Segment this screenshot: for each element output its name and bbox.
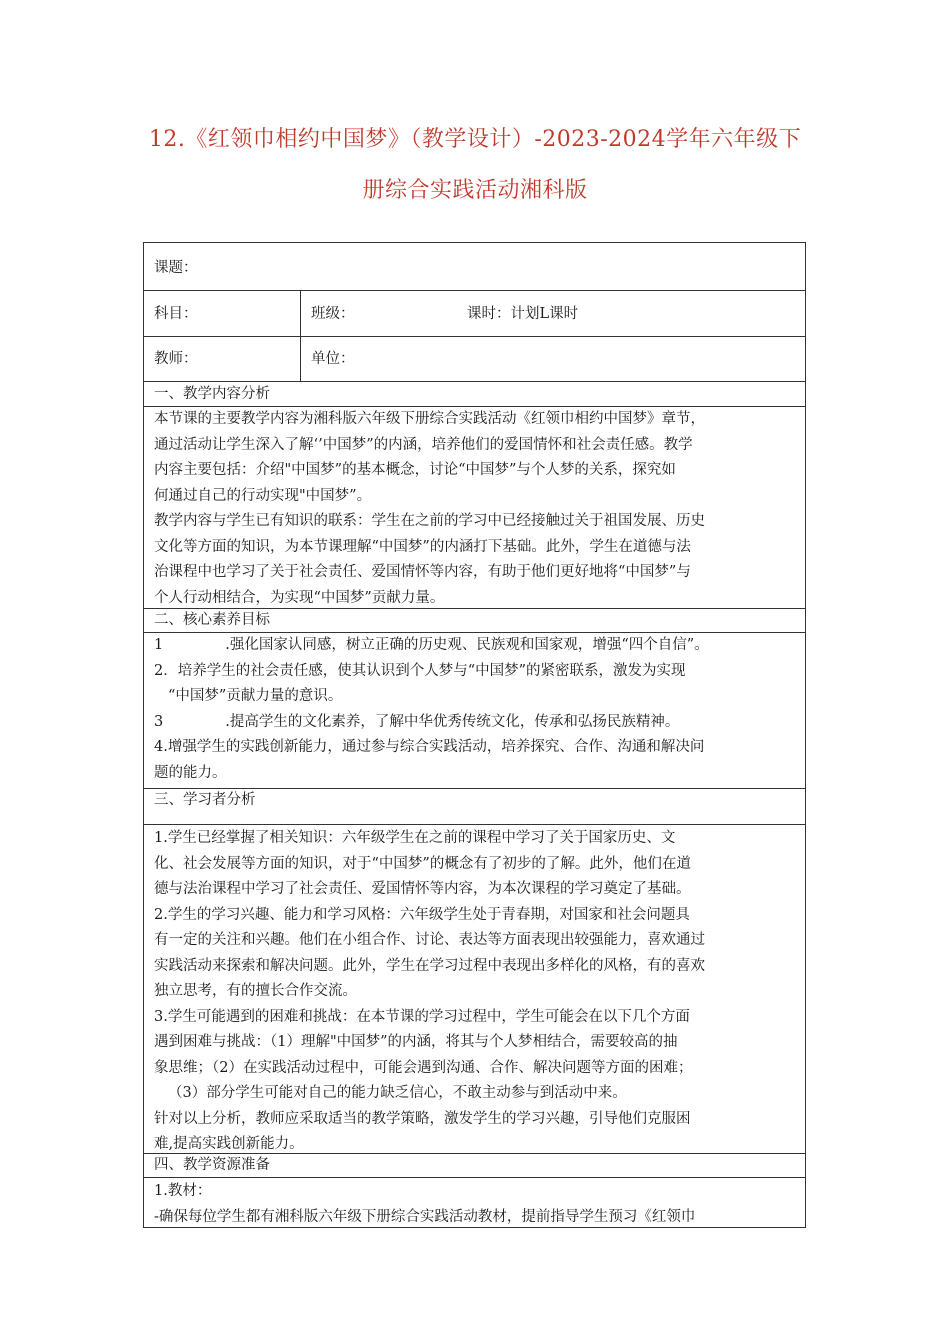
section3-line: 化、社会发展等方面的知识，对于“中国梦”的概念有了初步的了解。此外，他们在道 <box>154 855 691 872</box>
section3-line: 遇到困难与挑战：（1）理解"中国梦”的内涵，将其与个人梦相结合，需要较高的抽 <box>154 1034 678 1050</box>
section1-line: 何通过自己的行动实现"中国梦”。 <box>154 487 372 504</box>
section3-line: 象思维；（2）在实践活动过程中，可能会遇到沟通、合作、解决问题等方面的困难； <box>154 1059 693 1076</box>
goal-item: 题的能力。 <box>154 764 227 781</box>
goal-item: 2．培养学生的社会责任感，使其认识到个人梦与“中国梦”的紧密联系，激发为实现 <box>154 662 686 679</box>
row-divider <box>144 824 805 825</box>
section3-line: 针对以上分析，教师应采取适当的教学策略，激发学生的学习兴趣，引导他们克服困 <box>154 1110 691 1127</box>
class-label: 班级： <box>311 306 355 322</box>
section4-line: -确保每位学生都有湘科版六年级下册综合实践活动教材，提前指导学生预习《红领巾 <box>154 1208 696 1225</box>
course-label: 科目： <box>154 306 198 322</box>
section1-body <box>154 407 794 611</box>
document-title-line1: 12.《红领巾相约中国梦》（教学设计）-2023-2024学年六年级下 <box>148 127 802 152</box>
section3-line: 独立思考，有的擅长合作交流。 <box>154 983 357 999</box>
section3-line: 有一定的关注和兴趣。他们在小组合作、讨论、表达等方面表现出较强能力，喜欢通过 <box>154 932 705 948</box>
row-divider <box>144 290 805 291</box>
section1-line: 本节课的主要教学内容为湘科版六年级下册综合实践活动《红领巾相约中国梦》章节， <box>154 411 705 427</box>
section4-line: 1.教材： <box>154 1183 212 1199</box>
row-divider <box>144 788 805 789</box>
section3-line: 德与法治课程中学习了社会责任、爱国情怀等内容，为本次课程的学习奠定了基础。 <box>154 881 691 897</box>
row-divider <box>144 336 805 337</box>
section3-line: （3）部分学生可能对自己的能力缺乏信心，不敢主动参与到活动中来。 <box>168 1085 627 1101</box>
section3-heading: 三、学习者分析 <box>154 792 256 808</box>
section1-line: 内容主要包括：介绍"中国梦”的基本概念，讨论“中国梦”与个人梦的关系，探究如 <box>154 462 676 478</box>
goal-number: 1 <box>154 637 164 653</box>
section4-heading: 四、教学资源准备 <box>154 1157 270 1173</box>
section3-line: 实践活动来探索和解决问题。此外，学生在学习过程中表现出多样化的风格，有的喜欢 <box>154 957 705 974</box>
section1-line: 个人行动相结合，为实现“中国梦”贡献力量。 <box>154 589 445 606</box>
section3-line: 1.学生已经掌握了相关知识：六年级学生在之前的课程中学习了关于国家历史、文 <box>154 830 676 846</box>
section3-line: 2.学生的学习兴趣、能力和学习风格：六年级学生处于青春期，对国家和社会问题具 <box>154 906 690 923</box>
hours-label: 课时：计划L课时 <box>467 306 579 322</box>
lesson-plan-table <box>143 242 806 1228</box>
section2-body <box>154 633 794 786</box>
document-title-line2: 册综合实践活动湘科版 <box>362 178 588 203</box>
section2-heading: 二、核心素养目标 <box>154 612 270 628</box>
section1-line: 教学内容与学生已有知识的联系：学生在之前的学习中已经接触过关于祖国发展、历史 <box>154 513 705 529</box>
section1-line: 文化等方面的知识，为本节课理解“中国梦”的内涵打下基础。此外，学生在道德与法 <box>154 538 691 555</box>
section1-line: 通过活动让学生深入了解‘’中国梦”的内涵，培养他们的爱国情怀和社会责任感。教学 <box>154 436 693 453</box>
subject-label: 课题： <box>154 260 198 276</box>
section4-body <box>154 1179 794 1230</box>
row-divider <box>144 1177 805 1178</box>
goal-item: 3 .提高学生的文化素养，了解中华优秀传统文化，传承和弘扬民族精神。 <box>154 713 680 730</box>
goal-number: 3 <box>154 713 164 730</box>
goal-item: 4.增强学生的实践创新能力，通过参与综合实践活动，培养探究、合作、沟通和解决问 <box>154 739 705 755</box>
column-divider <box>300 290 301 381</box>
unit-label: 单位： <box>311 351 355 367</box>
section1-heading: 一、教学内容分析 <box>154 386 270 402</box>
section3-body <box>154 826 794 1158</box>
section1-line: 治课程中也学习了关于社会责任、爱国情怀等内容，有助于他们更好地将“中国梦”与 <box>154 564 691 580</box>
goal-item: “中国梦”贡献力量的意识。 <box>168 688 343 704</box>
section3-line: 难,提高实践创新能力。 <box>154 1136 304 1152</box>
row-divider <box>144 381 805 382</box>
goal-item: 1 .强化国家认同感，树立正确的历史观、民族观和国家观，增强“四个自信”。 <box>154 637 709 653</box>
section3-line: 3.学生可能遇到的困难和挑战：在本节课的学习过程中，学生可能会在以下几个方面 <box>154 1008 690 1025</box>
teacher-label: 教师： <box>154 351 198 367</box>
